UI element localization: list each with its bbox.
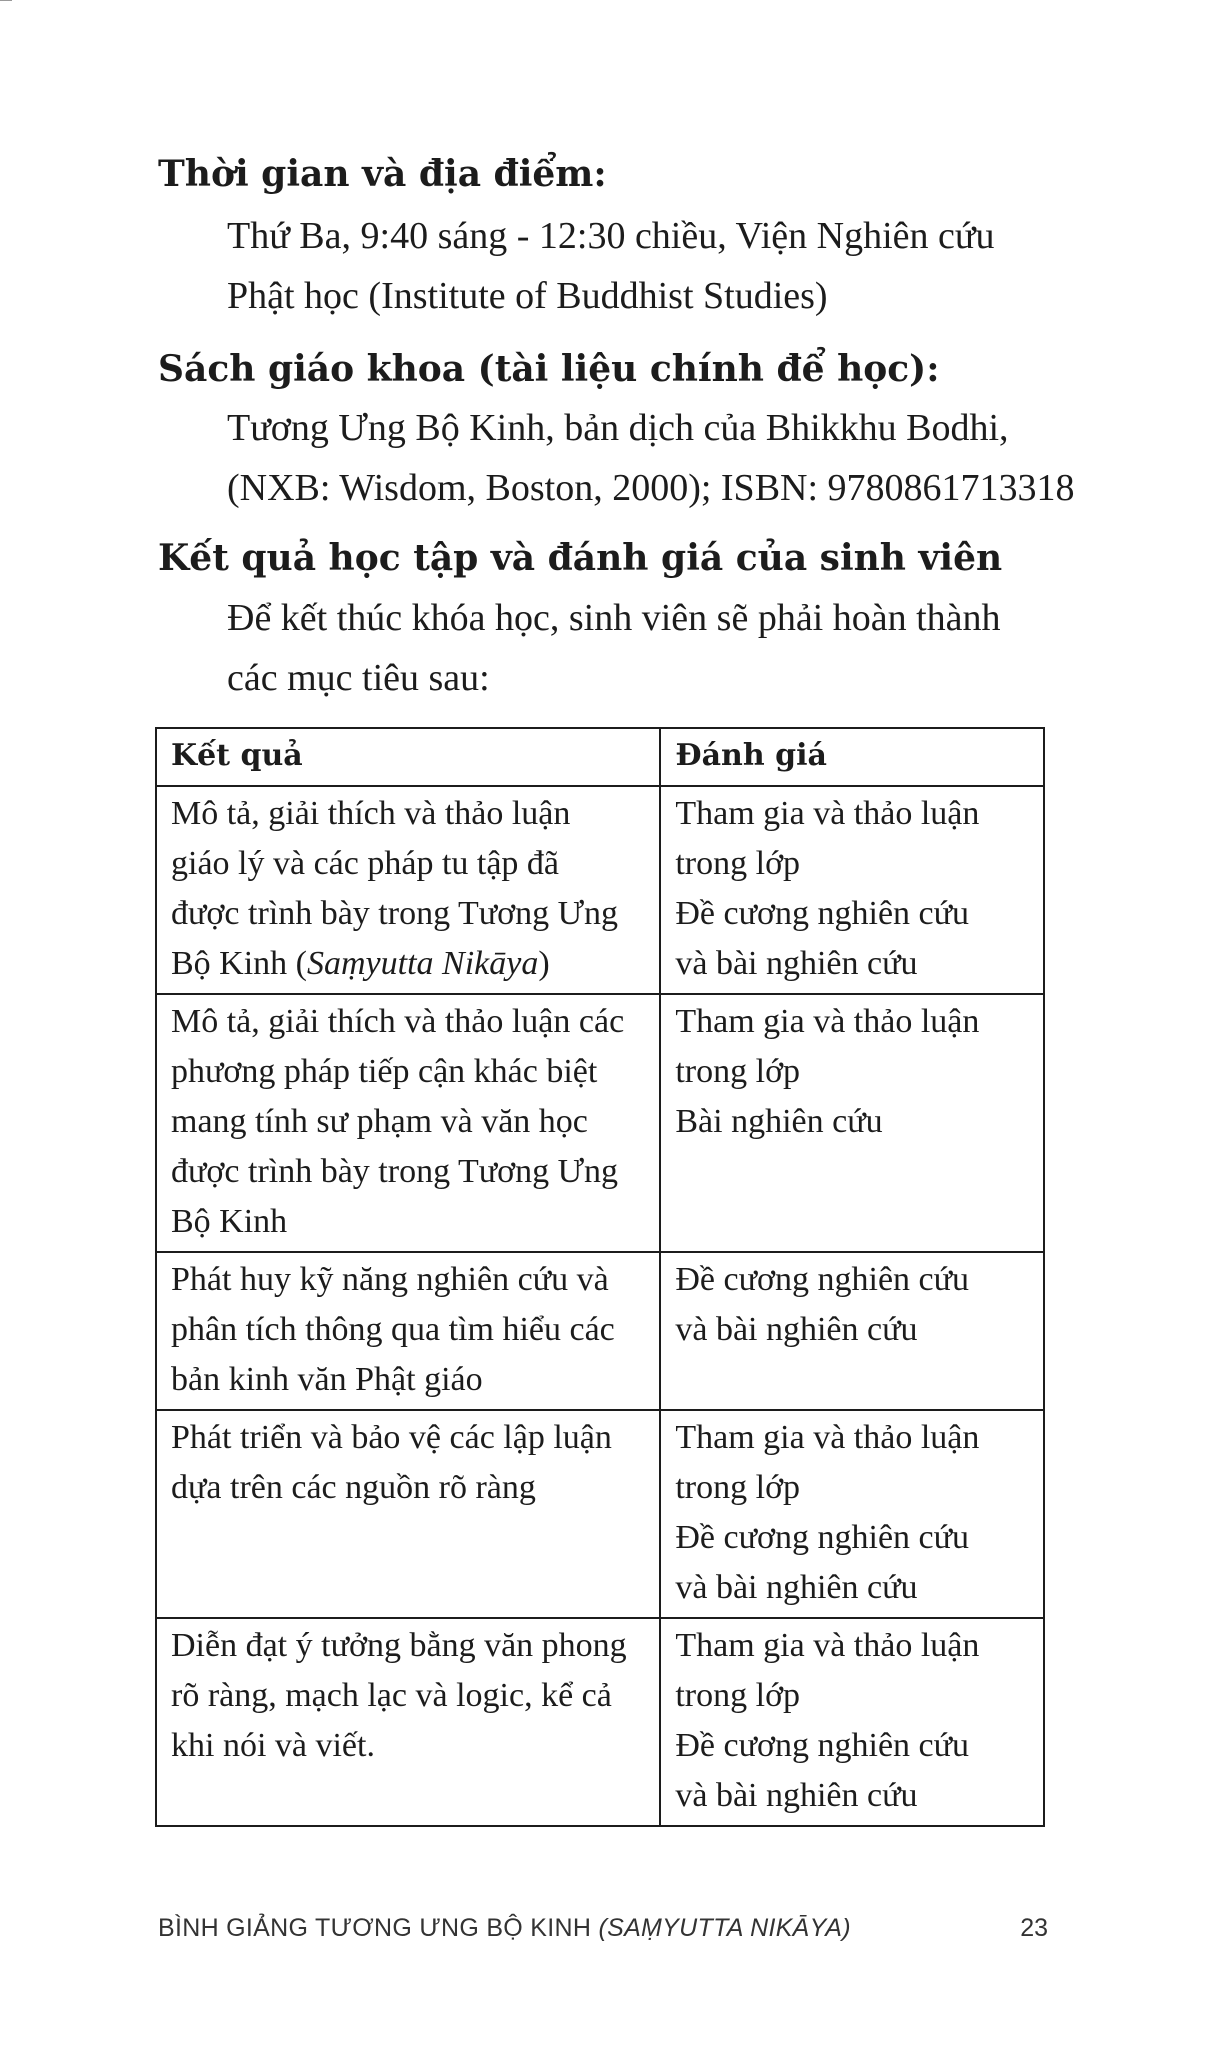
- cell-line: rõ ràng, mạch lạc và logic, kể cả: [171, 1677, 612, 1714]
- cell-line: Đề cương nghiên cứu: [675, 1727, 970, 1764]
- table-row: [156, 1410, 1044, 1618]
- intro-line: các mục tiêu sau:: [227, 657, 490, 699]
- cell-line: Đề cương nghiên cứu: [675, 1261, 970, 1298]
- cell-line: phân tích thông qua tìm hiểu các: [171, 1311, 615, 1348]
- cell-line: Phát huy kỹ năng nghiên cứu và: [171, 1261, 609, 1298]
- outcome-cell: [156, 994, 660, 1252]
- cell-line: Đề cương nghiên cứu: [675, 1519, 970, 1556]
- cell-line: Bộ Kinh: [171, 1203, 288, 1240]
- page-edge-mark: [0, 0, 12, 1]
- cell-line: được trình bày trong Tương Ưng: [171, 1153, 619, 1190]
- table-row: [156, 994, 1044, 1252]
- intro-line: Để kết thúc khóa học, sinh viên sẽ phải hoàn thành: [227, 597, 1001, 639]
- outcome-cell: [156, 1618, 660, 1826]
- schedule-heading: Thời gian và địa điểm:: [158, 153, 607, 195]
- cell-line: trong lớp: [675, 1469, 801, 1506]
- page-number: 23: [1020, 1914, 1048, 1942]
- cell-line: giáo lý và các pháp tu tập đã: [171, 845, 560, 882]
- cell-line: Mô tả, giải thích và thảo luận: [171, 795, 571, 832]
- cell-line: Phát triển và bảo vệ các lập luận: [171, 1419, 612, 1456]
- running-title-text: BÌNH GIẢNG TƯƠNG ƯNG BỘ KINH: [158, 1914, 592, 1942]
- cell-line: Diễn đạt ý tưởng bằng văn phong: [171, 1627, 627, 1664]
- header-assessment: Đánh giá: [660, 728, 1044, 786]
- textbook-line: (NXB: Wisdom, Boston, 2000); ISBN: 9780861713318: [227, 467, 1075, 509]
- outcome-cell: [156, 1252, 660, 1410]
- schedule-text: [227, 206, 1067, 326]
- textbook-text: [227, 398, 1075, 518]
- outcomes-heading: Kết quả học tập và đánh giá của sinh viên: [158, 537, 1003, 579]
- cell-line: được trình bày trong Tương Ưng: [171, 895, 619, 932]
- cell-line: khi nói và viết.: [171, 1727, 375, 1764]
- cell-line: Bài nghiên cứu: [675, 1103, 883, 1140]
- outcomes-table: [155, 727, 1045, 1827]
- cell-line: trong lớp: [675, 845, 801, 882]
- pali-title: Saṃyutta Nikāya: [307, 945, 539, 982]
- cell-line: Tham gia và thảo luận: [675, 1419, 980, 1456]
- cell-line: Tham gia và thảo luận: [675, 795, 980, 832]
- table-row: [156, 1618, 1044, 1826]
- cell-line: Mô tả, giải thích và thảo luận các: [171, 1003, 625, 1040]
- schedule-line: Phật học (Institute of Buddhist Studies): [227, 275, 828, 317]
- assessment-cell: [660, 1410, 1044, 1618]
- running-title: [158, 1914, 851, 1943]
- cell-line: và bài nghiên cứu: [675, 1777, 918, 1814]
- assessment-cell: [660, 786, 1044, 994]
- cell-line: và bài nghiên cứu: [675, 1569, 918, 1606]
- table-header-row: [156, 728, 1044, 786]
- assessment-cell: [660, 1618, 1044, 1826]
- textbook-heading: Sách giáo khoa (tài liệu chính để học):: [158, 348, 940, 390]
- table-row: [156, 786, 1044, 994]
- cell-line: bản kinh văn Phật giáo: [171, 1361, 483, 1398]
- cell-line: trong lớp: [675, 1677, 801, 1714]
- outcome-cell: [156, 1410, 660, 1618]
- cell-line: Bộ Kinh (Saṃyutta Nikāya): [171, 945, 550, 982]
- cell-line: Đề cương nghiên cứu: [675, 895, 970, 932]
- cell-line: Tham gia và thảo luận: [675, 1003, 980, 1040]
- schedule-line: Thứ Ba, 9:40 sáng - 12:30 chiều, Viện Nghiên cứu: [227, 215, 995, 257]
- cell-line: mang tính sư phạm và văn học: [171, 1103, 588, 1140]
- cell-line: phương pháp tiếp cận khác biệt: [171, 1053, 598, 1090]
- running-title-italic: (SAṂYUTTA NIKĀYA): [598, 1914, 851, 1942]
- textbook-line: Tương Ưng Bộ Kinh, bản dịch của Bhikkhu Bodhi,: [227, 407, 1009, 449]
- outcome-cell: [156, 786, 660, 994]
- assessment-cell: [660, 994, 1044, 1252]
- cell-line: trong lớp: [675, 1053, 801, 1090]
- table-row: [156, 1252, 1044, 1410]
- assessment-cell: [660, 1252, 1044, 1410]
- cell-line: và bài nghiên cứu: [675, 1311, 918, 1348]
- header-outcome: Kết quả: [156, 728, 660, 786]
- cell-line: và bài nghiên cứu: [675, 945, 918, 982]
- outcomes-intro: [227, 588, 1067, 708]
- cell-line: dựa trên các nguồn rõ ràng: [171, 1469, 536, 1506]
- cell-line: Tham gia và thảo luận: [675, 1627, 980, 1664]
